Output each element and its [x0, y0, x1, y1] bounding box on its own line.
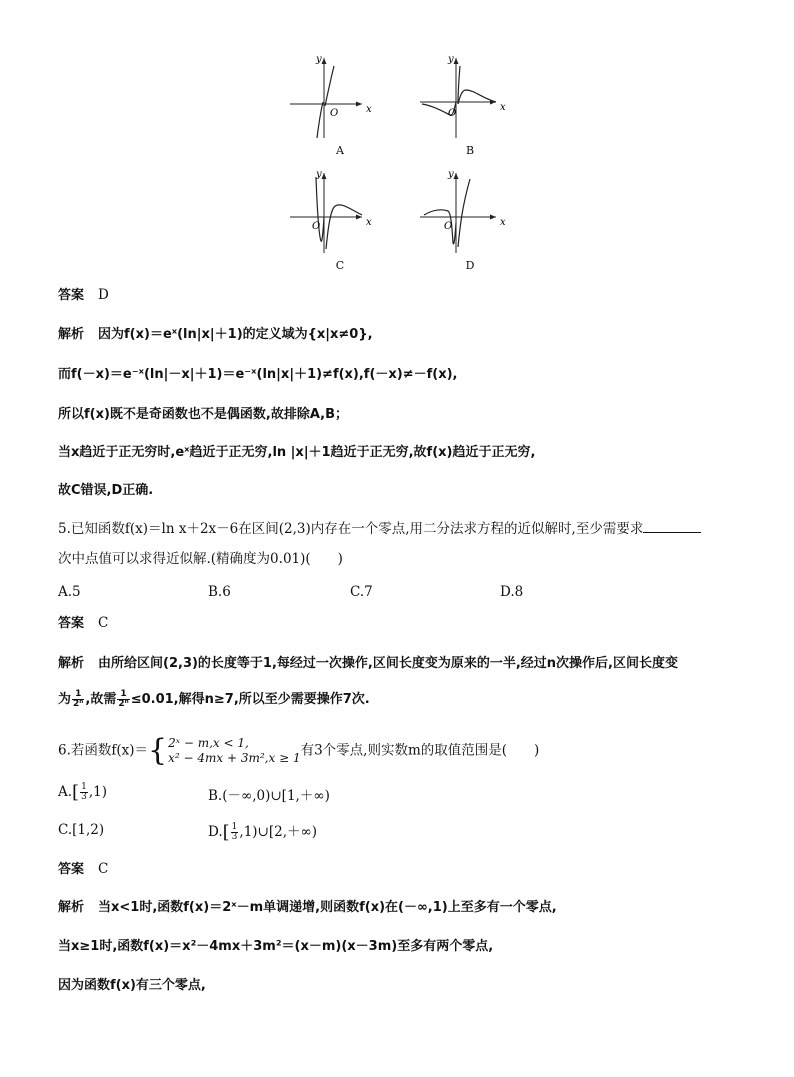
graph-c — [290, 167, 390, 272]
q6-option-a: A.[ $\frac{1}{3}$ ,1) — [58, 782, 107, 803]
q5-stem-line-1 — [58, 520, 701, 538]
graph-a-x-label: x — [366, 104, 372, 115]
graph-c-y-label: y — [316, 169, 322, 180]
q5-answer-label: 答案 — [58, 616, 85, 631]
q5-stem-line-2: 次中点值可以求得近似解.(精确度为0.01)( ) — [58, 551, 343, 567]
q5-stem-text-1: 5.已知函数f(x)＝ln x＋2x－6在区间(2,3)内存在一个零点,用二分法求方程的近似解时,至少需要求 — [58, 521, 644, 537]
q5-answer-value: C — [98, 615, 109, 631]
q4-analysis-line-2: 而f(－x)＝e⁻ˣ(ln|－x|＋1)＝e⁻ˣ(ln|x|＋1)≠f(x),f(－x)≠－f(x), — [58, 367, 458, 382]
q6-stem — [58, 733, 540, 768]
graph-d-plot — [420, 167, 520, 257]
q6-analysis-label: 解析 — [58, 900, 85, 915]
q6-answer — [58, 860, 108, 879]
q6-option-d: D.[ $\frac{1}{3}$ ,1)∪[2,＋∞) — [208, 822, 318, 843]
q6-analysis-line-1 — [58, 899, 557, 917]
q5-fraction-1: $\frac{1}{\text{2ⁿ}}$ — [73, 689, 84, 709]
graph-b-label: B — [465, 144, 475, 157]
q5-analysis-label: 解析 — [58, 656, 85, 671]
graph-grid — [280, 52, 520, 277]
q4-analysis-line-5: 故C错误,D正确. — [58, 483, 154, 498]
q4-answer-value: D — [98, 287, 109, 303]
graph-b-origin: O — [448, 108, 457, 119]
q4-analysis-line-4: 当x趋近于正无穷时,eˣ趋近于正无穷,ln |x|＋1趋近于正无穷,故f(x)趋近于正无穷, — [58, 445, 536, 460]
graph-c-x-label: x — [366, 217, 372, 228]
q5-analysis-line-2 — [58, 690, 370, 709]
q4-answer-label: 答案 — [58, 288, 85, 303]
q6-analysis-line-3: 因为函数f(x)有三个零点, — [58, 978, 206, 993]
graph-c-plot — [290, 167, 390, 257]
q4-analysis-line-3: 所以f(x)既不是奇函数也不是偶函数,故排除A,B； — [58, 407, 349, 422]
q5-analysis-text-1: 由所给区间(2,3)的长度等于1,每经过一次操作,区间长度变为原来的一半,经过n次操作后,区间长度变 — [98, 656, 678, 671]
q6-stem-post: 有3个零点,则实数m的取值范围是( ) — [300, 742, 540, 759]
q6-option-b: B.(－∞,0)∪[1,＋∞) — [208, 788, 330, 804]
q6-case-2: x² − 4mx + 3m²,x ≥ 1 — [168, 751, 301, 765]
graph-c-origin: O — [312, 221, 321, 232]
graph-c-label: C — [335, 259, 345, 272]
q6-brace: { — [148, 733, 168, 768]
q5-answer-blank — [643, 520, 701, 533]
q6-analysis-line-2: 当x≥1时,函数f(x)＝x²－4mx＋3m²＝(x－m)(x－3m)至多有两个零点, — [58, 939, 494, 954]
q5-analysis-text-2c: ≤0.01,解得n≥7,所以至少需要操作7次. — [130, 692, 370, 707]
q6-analysis-text-1: 当x<1时,函数f(x)＝2ˣ－m单调递增,则函数f(x)在(－∞,1)上至多有一个零点, — [98, 900, 557, 915]
q5-option-c: C.7 — [350, 584, 373, 600]
graph-a-y-label: y — [316, 54, 322, 65]
q5-analysis-text-2b: ,故需 — [85, 692, 117, 707]
q5-option-d: D.8 — [500, 584, 524, 600]
graph-d-y-label: y — [448, 169, 454, 180]
graph-a-plot — [290, 52, 390, 142]
q5-analysis-text-2a: 为 — [58, 692, 72, 707]
graph-d-origin: O — [444, 221, 453, 232]
q5-fraction-2: $\frac{1}{\text{2ⁿ}}$ — [118, 689, 129, 709]
graph-d — [420, 167, 520, 272]
graph-a-origin: O — [330, 108, 339, 119]
q6-answer-label: 答案 — [58, 862, 85, 877]
q4-answer — [58, 286, 109, 305]
q6-option-c: C.[1,2) — [58, 822, 105, 838]
q6-case-1: 2ˣ − m,x < 1, — [168, 736, 249, 750]
graph-b-plot — [420, 52, 520, 142]
q4-analysis-line-1 — [58, 326, 373, 344]
graph-a-label: A — [336, 144, 344, 157]
q4-analysis-text-1: 因为f(x)＝eˣ(ln|x|＋1)的定义域为{x|x≠0}, — [98, 327, 373, 342]
graph-d-x-label: x — [500, 217, 506, 228]
graph-a — [290, 52, 390, 157]
q5-option-b: B.6 — [208, 584, 231, 600]
q6-stem-pre: 6.若函数f(x)＝ — [58, 742, 149, 759]
graph-d-label: D — [465, 259, 475, 272]
q5-analysis-line-1 — [58, 655, 678, 673]
q6-answer-value: C — [98, 861, 109, 877]
graph-b-y-label: y — [448, 54, 454, 65]
q6-cases — [168, 736, 300, 766]
graph-b — [420, 52, 520, 157]
q5-answer — [58, 614, 108, 633]
q5-option-a: A.5 — [58, 584, 81, 600]
q4-analysis-label: 解析 — [58, 327, 85, 342]
graph-b-x-label: x — [500, 102, 506, 113]
